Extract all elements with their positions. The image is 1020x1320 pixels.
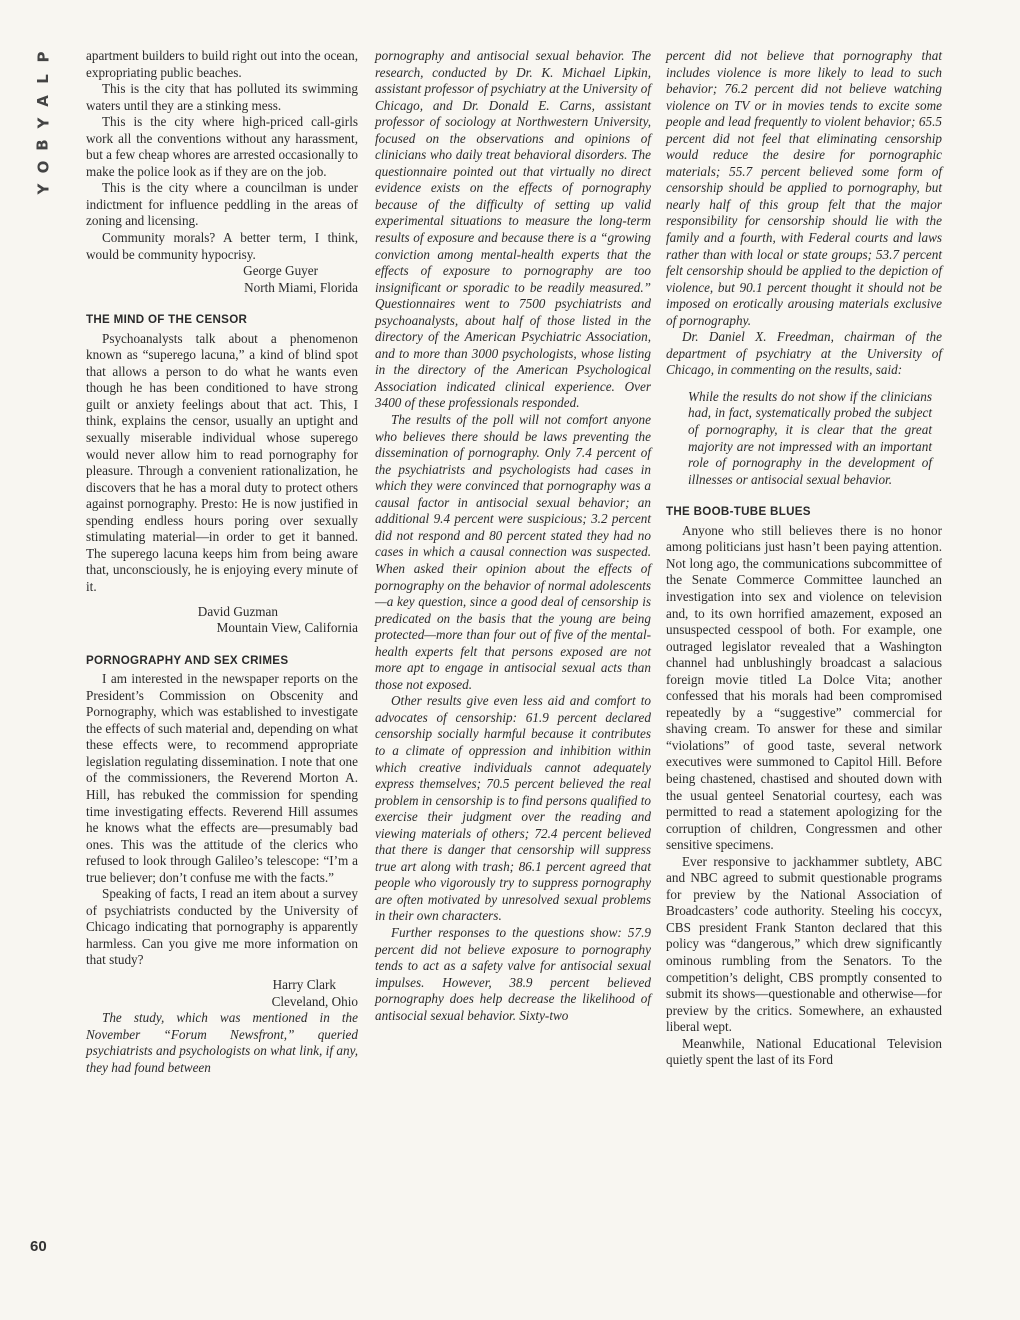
quotation: While the results do not show if the clinicians had, in fact, systematically probed the subject of pornography, it is clear that the great majority are not impressed with an important role of pornography in the development of illnesses or antisocial sexual behavior. bbox=[688, 388, 932, 487]
letter-signature-name: David Guzman bbox=[197, 603, 278, 619]
paragraph: Anyone who still believes there is no honor among politicians just hasn’t been paying attention. Not long ago, the communications subcommittee of the Senate Commerce Committee launched an investigation into sex and violence on television and, to its own horrified amazement, exposed an unsuspected cesspool of both. For example, one outraged legislator revealed that a Washington channel had unblushingly broadcast a salacious foreign movie titled La Dolce Vita; another confessed that his morals had been compromised repeatedly by a “suggestive” commercial for shaving cream. To answer for these and similar “violations” of good taste, several network executives were summoned to Capitol Hill. Before being chastened, chastised and shouted down with the usual genteel Senatorial courtesy, each was permitted to read a statement apologizing for the corruption of children, Congressmen and other sensitive specimens. bbox=[666, 522, 942, 853]
editor-reply: percent did not believe that pornography that includes violence is more likely to lead to such behavior; 76.2 percent did not believe watching violence on TV or in movies tends to excite some people and lead frequently to violent behavior; 65.5 percent did not feel that eliminating censorship would reduce the desire for pornographic materials; 55.7 percent believed some form of censorship should be applied to pornography, but nearly half of this group felt that the major responsibility for censorship should lie with the family and a fourth, with Federal courts and laws rather than with local or state groups; 53.7 percent felt censorship should be applied to the depiction of violence, but 90.1 percent thought it should not be imposed on erotically arousing materials exclusive of pornography. bbox=[666, 48, 942, 328]
editor-reply: The study, which was mentioned in the November “Forum Newsfront,” queried psychiatrists and psychologists on what link, if any, they had found between bbox=[86, 1010, 358, 1075]
magazine-name-vertical bbox=[30, 46, 56, 200]
column-1 bbox=[86, 48, 358, 1076]
magazine-letter: B bbox=[34, 139, 52, 151]
paragraph: Psychoanalysts talk about a phenomenon known as “superego lacuna,” a kind of blind spot that allows a person to do what he wants even though he has been conditioned to have strong guilt or anxiety feelings about that act. This, I think, explains the censor, usually an uptight and sexually miserable individual whose superego would never allow him to read pornography for pleasure. Through a convenient rationalization, he discovers that he has a moral duty to protect others against pornography. Presto: He is now justified in spending endless hours poring over sexually stimulating material—in order to get it banned. The superego lacuna keeps him from being aware that, unconsciously, he is enjoying every minute of it. bbox=[86, 330, 358, 594]
paragraph: This is the city where high-priced call-girls work all the conventions without any harassment, but a few cheap whores are arrested occasionally to make the police look as if they are on the job. bbox=[86, 114, 358, 179]
column-3 bbox=[666, 48, 942, 1069]
column-2 bbox=[375, 48, 651, 1024]
editor-reply: The results of the poll will not comfort anyone who believes there should be laws preventing the dissemination of pornography. Only 7.4 percent of the psychiatrists and psychologists had cases in which they were convinced that pornography was a causal factor in antisocial sexual behavior; an additional 9.4 percent were suspicious; 3.2 percent did not respond and 80 percent stated they had no cases in which a causal connection was suspected. When asked their opinion about the effects of pornography on the behavior of normal adolescents—a key question, since a good deal of censorship is predicated on the basis that the young are being protected—more than four out of five of the mental-health experts felt that persons exposed are not more apt to engage in antisocial sexual acts than those not exposed. bbox=[375, 412, 651, 692]
paragraph: Speaking of facts, I read an item about a survey of psychiatrists conducted by the University of Chicago indicating that pornography is apparently harmless. Can you give me more information on that study? bbox=[86, 886, 358, 968]
section-heading: PORNOGRAPHY AND SEX CRIMES bbox=[86, 653, 289, 667]
paragraph: This is the city that has polluted its swimming waters until they are a stinking mess. bbox=[86, 81, 358, 113]
letter-signature-name: George Guyer bbox=[243, 263, 318, 279]
letter-signature-place: Cleveland, Ohio bbox=[271, 993, 358, 1009]
magazine-letter: P bbox=[34, 51, 52, 63]
letter-signature-name: Harry Clark bbox=[272, 976, 336, 992]
editor-reply: pornography and antisocial sexual behavior. The research, conducted by Dr. K. Michael Lipkin, assistant professor of psychiatry at the University of Chicago, and Dr. Donald E. Carns, assistant professor of sociology at Northwestern University, focused on the observations and opinions of clinicians who daily treat behavioral disorders. The questionnaire pointed out that virtually no direct evidence exists on the effects of pornography because of the difficulty of setting up valid experimental situations to measure the long-term results of exposure and because there is a “growing conviction among mental-health experts that the effects of exposure to pornography are too insignificant or sporadic to be readily measured.” Questionnaires went to 7500 psychiatrists and psychoanalysts, about half of those listed in the directory of the American Psychiatric Association, and to more than 3000 psychologists, whose listing in the directory of the American Psychological Association indicated clinical experience. Over 3400 of these professionals responded. bbox=[375, 48, 651, 411]
letter-signature-place: North Miami, Florida bbox=[244, 279, 358, 295]
paragraph: This is the city where a councilman is under indictment for influence peddling in the areas of zoning and licensing. bbox=[86, 180, 358, 229]
page-number: 60 bbox=[30, 1238, 47, 1255]
magazine-letter: O bbox=[33, 160, 52, 174]
section-heading: THE MIND OF THE CENSOR bbox=[86, 313, 248, 327]
editor-reply: Other results give even less aid and comfort to advocates of censorship: 61.9 percent declared censorship socially harmful because it contributes to a climate of oppression and inhibition within which creative individuals cannot adequately express themselves; 70.5 percent believed the real problem in censorship is to find persons qualified to exercise their judgment over the reading and viewing materials of others; 72.4 percent believed that there is danger that censorship will suppress true art along with trash; 86.1 percent agreed that people who vigorously try to suppress pornography are often motivated by unresolved sexual problems in their own characters. bbox=[375, 693, 651, 924]
section-heading: THE BOOB-TUBE BLUES bbox=[666, 505, 811, 519]
paragraph: apartment builders to build right out into the ocean, expropriating public beaches. bbox=[86, 48, 358, 80]
editor-reply: Further responses to the questions show: 57.9 percent did not believe exposure to pornography tends to act as a safety valve for antisocial sexual impulses. However, 38.9 percent believed pornography does help decrease the likelihood of antisocial sexual behavior. Sixty-two bbox=[375, 924, 651, 1023]
editor-reply: Dr. Daniel X. Freedman, chairman of the department of psychiatry at the University of Chicago, in commenting on the results, said: bbox=[666, 329, 942, 378]
magazine-letter: Y bbox=[34, 183, 52, 195]
paragraph: Community morals? A better term, I think, would be community hypocrisy. bbox=[86, 230, 358, 262]
magazine-letter: Y bbox=[34, 117, 52, 129]
paragraph: I am interested in the newspaper reports on the President’s Commission on Obscenity and Pornography, which was established to investigate the effects of such material and, depending on what these effects were, to recommend appropriate legislation regulating dissemination. I note that one of the commissioners, the Reverend Morton A. Hill, has rebuked the commission for spending time investigating effects. Reverend Hill assumes he knows what the effects are—presumably bad ones. This was the attitude of the clerics who refused to look through Galileo’s telescope: “I’m a true believer; don’t confuse me with the facts.” bbox=[86, 671, 358, 885]
magazine-letter: A bbox=[33, 95, 52, 107]
paragraph: Meanwhile, National Educational Television quietly spent the last of its Ford bbox=[666, 1035, 942, 1068]
magazine-letter: L bbox=[34, 74, 52, 84]
paragraph: Ever responsive to jackhammer subtlety, ABC and NBC agreed to submit questionable programs for preview by the National Association of Broadcasters’ code authority. Steeling his coccyx, CBS president Frank Stanton declared that this policy was “dangerous,” which drew significantly ominous rumbling from the Senators. To the competition’s delight, CBS promptly consented to submit its shows—questionable and otherwise—for preview by the critics. Somewhere, an exhausted liberal wept. bbox=[666, 853, 942, 1035]
letter-signature-place: Mountain View, California bbox=[216, 620, 358, 636]
